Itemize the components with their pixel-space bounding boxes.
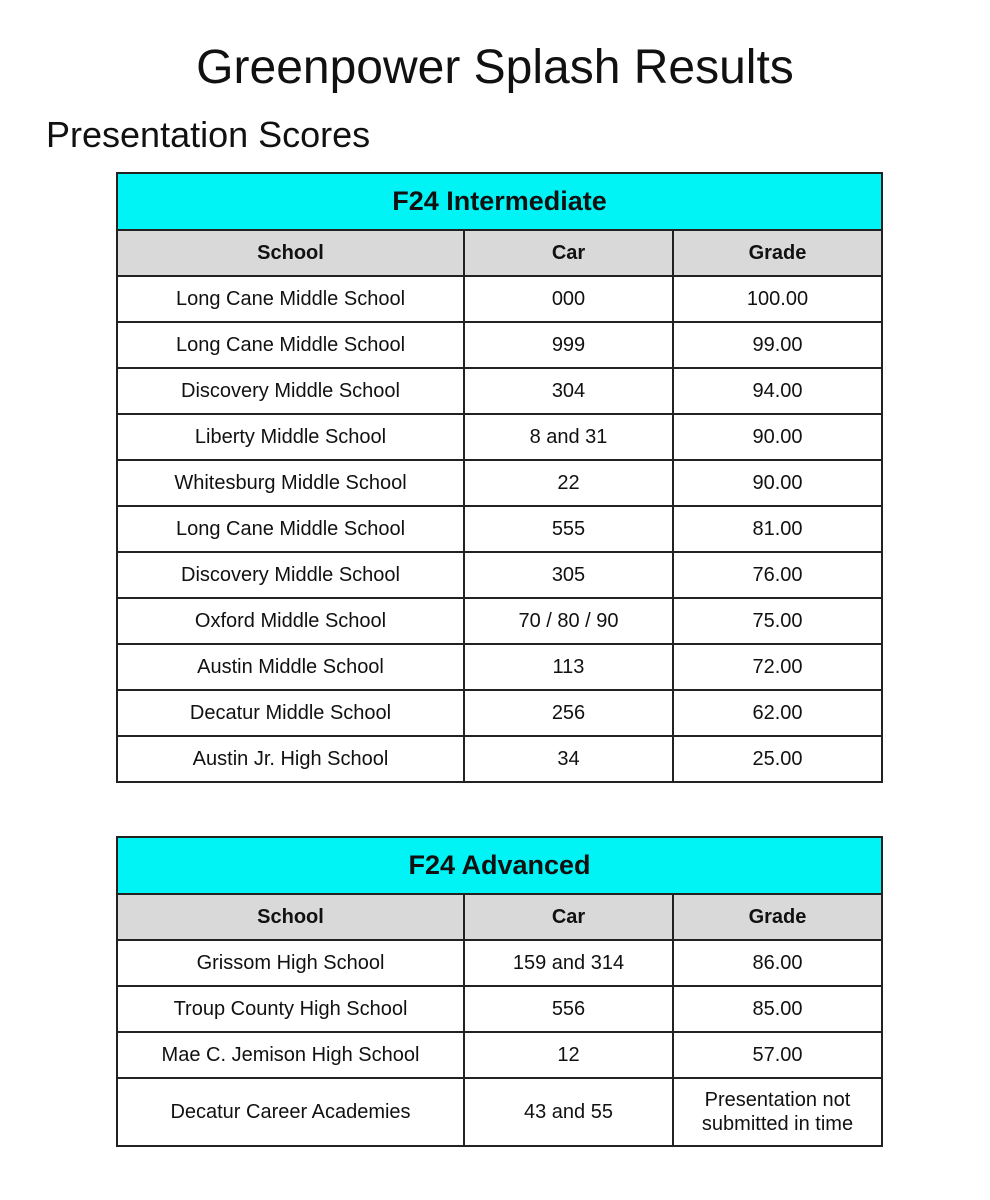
intermediate-results-table <box>116 172 883 783</box>
school-cell: Liberty Middle School <box>117 414 464 460</box>
division-title: F24 Advanced <box>117 837 882 894</box>
school-cell: Discovery Middle School <box>117 368 464 414</box>
school-cell: Oxford Middle School <box>117 598 464 644</box>
table-row <box>117 644 882 690</box>
table-row <box>117 986 882 1032</box>
car-cell: 34 <box>464 736 673 782</box>
column-header-school: School <box>117 894 464 940</box>
table-row <box>117 414 882 460</box>
car-cell: 556 <box>464 986 673 1032</box>
table-row <box>117 1078 882 1146</box>
column-header-row <box>117 230 882 276</box>
column-header-row <box>117 894 882 940</box>
school-cell: Discovery Middle School <box>117 552 464 598</box>
table-row <box>117 690 882 736</box>
table-row <box>117 1032 882 1078</box>
column-header-school: School <box>117 230 464 276</box>
advanced-results-table <box>116 836 883 1147</box>
table-row <box>117 276 882 322</box>
grade-note-line: Presentation not <box>704 1089 851 1111</box>
table-row <box>117 322 882 368</box>
car-cell: 159 and 314 <box>464 940 673 986</box>
car-cell: 304 <box>464 368 673 414</box>
school-cell: Troup County High School <box>117 986 464 1032</box>
school-cell: Whitesburg Middle School <box>117 460 464 506</box>
car-cell: 256 <box>464 690 673 736</box>
school-cell: Decatur Career Academies <box>117 1078 464 1146</box>
grade-cell: 25.00 <box>673 736 882 782</box>
table-row <box>117 506 882 552</box>
school-cell: Long Cane Middle School <box>117 322 464 368</box>
grade-cell: 90.00 <box>673 414 882 460</box>
car-cell: 113 <box>464 644 673 690</box>
grade-cell: 57.00 <box>673 1032 882 1078</box>
grade-cell: 76.00 <box>673 552 882 598</box>
school-cell: Long Cane Middle School <box>117 276 464 322</box>
grade-cell: 75.00 <box>673 598 882 644</box>
page-title: Greenpower Splash Results <box>196 41 794 94</box>
division-header-row <box>117 837 882 894</box>
car-cell: 12 <box>464 1032 673 1078</box>
column-header-grade: Grade <box>673 230 882 276</box>
grade-cell: 94.00 <box>673 368 882 414</box>
car-cell: 555 <box>464 506 673 552</box>
school-cell: Austin Jr. High School <box>117 736 464 782</box>
school-cell: Mae C. Jemison High School <box>117 1032 464 1078</box>
school-cell: Long Cane Middle School <box>117 506 464 552</box>
grade-cell: 86.00 <box>673 940 882 986</box>
grade-cell: 72.00 <box>673 644 882 690</box>
grade-cell: 100.00 <box>673 276 882 322</box>
table-row <box>117 598 882 644</box>
grade-cell <box>673 1078 882 1146</box>
division-header-row <box>117 173 882 230</box>
school-cell: Grissom High School <box>117 940 464 986</box>
car-cell: 999 <box>464 322 673 368</box>
table-row <box>117 940 882 986</box>
school-cell: Austin Middle School <box>117 644 464 690</box>
grade-cell: 81.00 <box>673 506 882 552</box>
car-cell: 305 <box>464 552 673 598</box>
grade-cell: 85.00 <box>673 986 882 1032</box>
column-header-car: Car <box>464 230 673 276</box>
car-cell: 8 and 31 <box>464 414 673 460</box>
car-cell: 43 and 55 <box>464 1078 673 1146</box>
table-row <box>117 460 882 506</box>
car-cell: 22 <box>464 460 673 506</box>
column-header-car: Car <box>464 894 673 940</box>
car-cell: 70 / 80 / 90 <box>464 598 673 644</box>
column-header-grade: Grade <box>673 894 882 940</box>
table-row <box>117 368 882 414</box>
grade-cell: 62.00 <box>673 690 882 736</box>
division-title: F24 Intermediate <box>117 173 882 230</box>
grade-cell: 90.00 <box>673 460 882 506</box>
table-row <box>117 552 882 598</box>
car-cell: 000 <box>464 276 673 322</box>
school-cell: Decatur Middle School <box>117 690 464 736</box>
grade-cell: 99.00 <box>673 322 882 368</box>
section-subtitle: Presentation Scores <box>46 114 371 155</box>
table-row <box>117 736 882 782</box>
grade-note-line: submitted in time <box>701 1113 854 1135</box>
